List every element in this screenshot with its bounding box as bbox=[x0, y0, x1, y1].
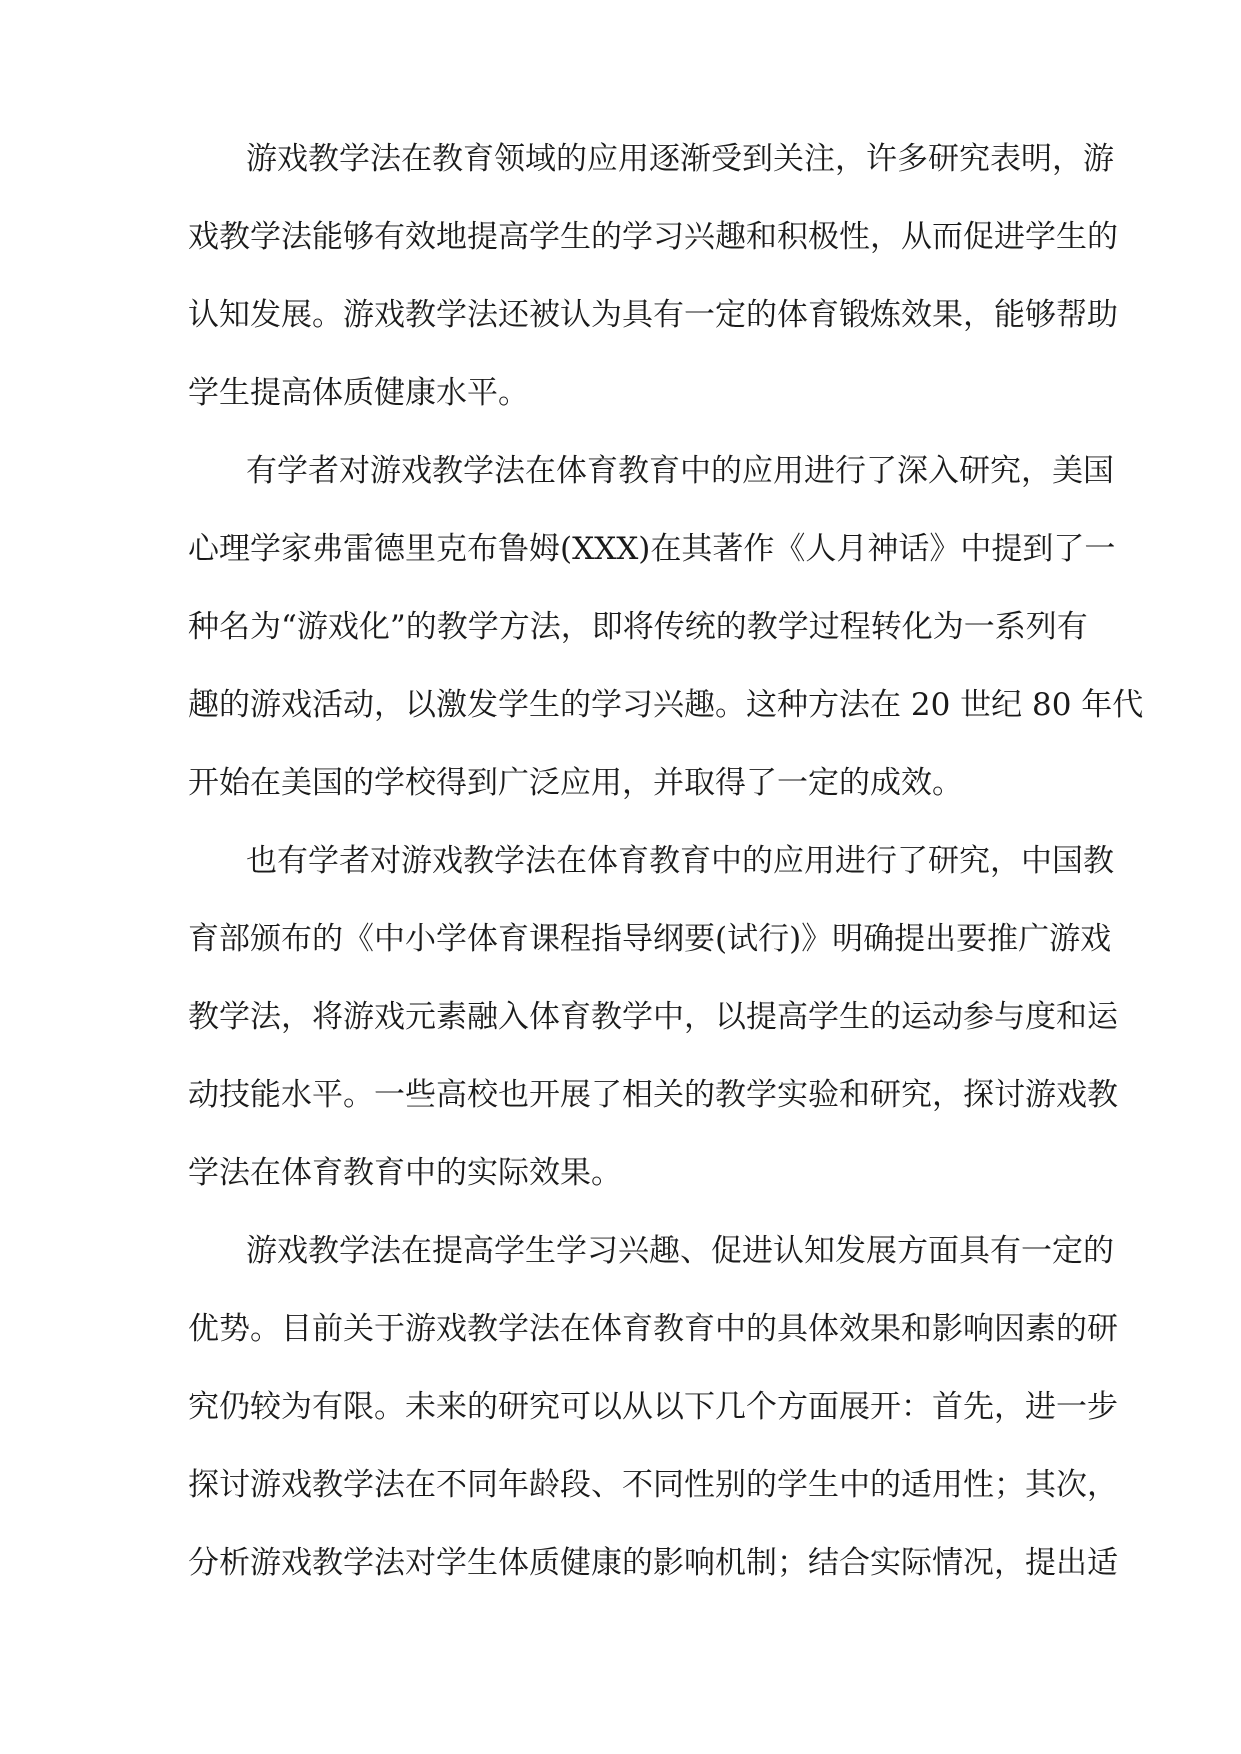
paragraph bbox=[188, 822, 1118, 1212]
text-line: 游戏教学法在提高学生学习兴趣、促进认知发展方面具有一定的 bbox=[246, 1233, 1114, 1269]
text-line: 心理学家弗雷德里克布鲁姆(XXX)在其著作《人月神话》中提到了一 bbox=[188, 531, 1116, 567]
text-line: 有学者对游戏教学法在体育教育中的应用进行了深入研究，美国 bbox=[246, 453, 1114, 489]
text-line: 学生提高体质健康水平。 bbox=[188, 375, 529, 411]
text-line: 也有学者对游戏教学法在体育教育中的应用进行了研究，中国教 bbox=[246, 843, 1114, 879]
text-line: 优势。目前关于游戏教学法在体育教育中的具体效果和影响因素的研 bbox=[188, 1311, 1118, 1347]
text-line: 究仍较为有限。未来的研究可以从以下几个方面展开：首先，进一步 bbox=[188, 1389, 1118, 1425]
paragraph bbox=[188, 120, 1118, 432]
text-line: 开始在美国的学校得到广泛应用，并取得了一定的成效。 bbox=[188, 765, 963, 801]
text-line: 认知发展。游戏教学法还被认为具有一定的体育锻炼效果，能够帮助 bbox=[188, 297, 1118, 333]
text-line: 探讨游戏教学法在不同年龄段、不同性别的学生中的适用性；其次， bbox=[188, 1467, 1118, 1503]
paragraph bbox=[188, 432, 1144, 822]
text-line: 育部颁布的《中小学体育课程指导纲要(试行)》明确提出要推广游戏 bbox=[188, 921, 1112, 957]
text-line: 分析游戏教学法对学生体质健康的影响机制；结合实际情况，提出适 bbox=[188, 1545, 1118, 1581]
text-line: 游戏教学法在教育领域的应用逐渐受到关注，许多研究表明，游 bbox=[246, 141, 1114, 177]
text-line: 动技能水平。一些高校也开展了相关的教学实验和研究，探讨游戏教 bbox=[188, 1077, 1118, 1113]
text-line: 戏教学法能够有效地提高学生的学习兴趣和积极性，从而促进学生的 bbox=[188, 219, 1118, 255]
text-line: 种名为“游戏化”的教学方法，即将传统的教学过程转化为一系列有 bbox=[188, 609, 1088, 645]
text-line: 教学法，将游戏元素融入体育教学中，以提高学生的运动参与度和运 bbox=[188, 999, 1118, 1035]
text-line: 趣的游戏活动，以激发学生的学习兴趣。这种方法在 20 世纪 80 年代 bbox=[188, 687, 1144, 723]
text-line: 学法在体育教育中的实际效果。 bbox=[188, 1155, 622, 1191]
body-text bbox=[188, 120, 1144, 1602]
paragraph bbox=[188, 1212, 1118, 1602]
